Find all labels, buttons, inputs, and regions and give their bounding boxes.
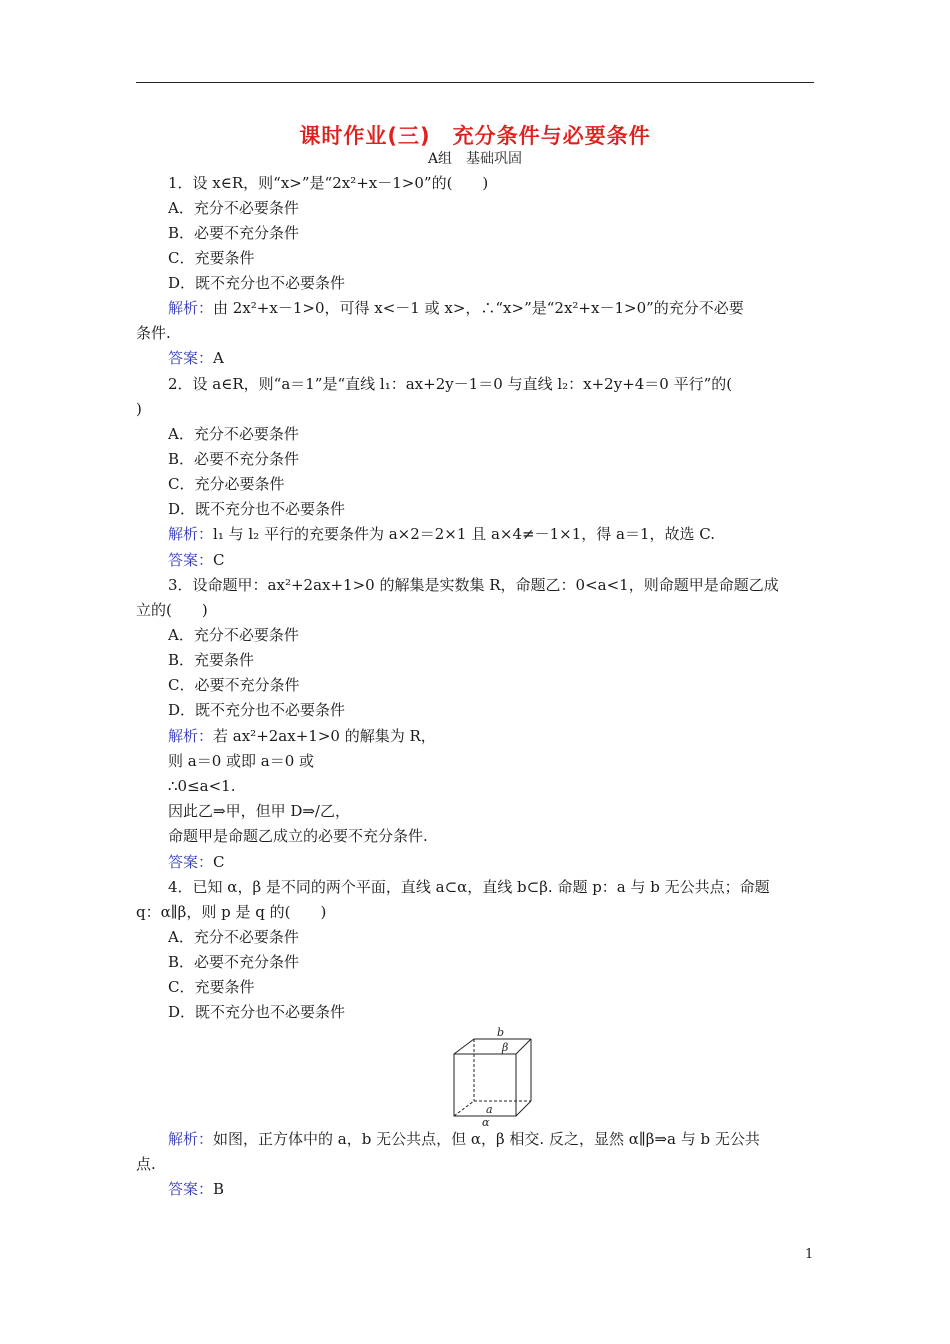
label-beta: β bbox=[502, 1041, 509, 1054]
label-a: a bbox=[486, 1103, 493, 1116]
q3-analysis bbox=[168, 726, 436, 746]
q4-stem-cont: q：α∥β，则 p 是 q 的( ) bbox=[136, 903, 327, 921]
cube-bottom-right-edge bbox=[516, 1101, 531, 1116]
q3-analysis-line3: ∴0≤a<1. bbox=[168, 777, 236, 795]
answer-label: 答案： bbox=[168, 551, 214, 569]
cube-front-face bbox=[454, 1054, 516, 1116]
q2-option-d: D．既不充分也不必要条件 bbox=[168, 500, 346, 518]
q4-analysis-cont: 点. bbox=[136, 1155, 156, 1173]
analysis-label: 解析： bbox=[168, 525, 214, 543]
analysis-label: 解析： bbox=[168, 299, 214, 317]
cube-top-right-edge bbox=[516, 1039, 531, 1054]
page-number: 1 bbox=[805, 1247, 814, 1262]
q4-option-c: C．充要条件 bbox=[168, 978, 255, 996]
q1-option-b: B．必要不充分条件 bbox=[168, 224, 300, 242]
q2-analysis bbox=[168, 524, 715, 544]
analysis-label: 解析： bbox=[168, 1130, 214, 1148]
label-b: b bbox=[497, 1026, 505, 1039]
q3-option-c: C．必要不充分条件 bbox=[168, 676, 300, 694]
q4-option-a: A．充分不必要条件 bbox=[168, 928, 299, 946]
q1-answer bbox=[168, 348, 224, 368]
q3-answer bbox=[168, 852, 225, 872]
q3-stem: 3．设命题甲：ax²+2ax+1>0 的解集是实数集 R，命题乙：0<a<1，则命题甲是命题乙成 bbox=[168, 576, 779, 594]
q3-analysis-line5: 命题甲是命题乙成立的必要不充分条件. bbox=[168, 827, 428, 845]
q3-stem-cont: 立的( ) bbox=[136, 601, 208, 619]
header-rule bbox=[136, 82, 814, 83]
q1-option-c: C．充要条件 bbox=[168, 249, 255, 267]
q3-analysis-line2: 则 a＝0 或即 a＝0 或 bbox=[168, 752, 315, 770]
q2-option-c: C．充分必要条件 bbox=[168, 475, 285, 493]
q4-option-b: B．必要不充分条件 bbox=[168, 953, 300, 971]
q3-analysis-text: 若 ax²+2ax+1>0 的解集为 R， bbox=[213, 727, 436, 745]
section-subtitle: A组 基础巩固 bbox=[427, 151, 523, 167]
q1-analysis-cont: 条件. bbox=[136, 324, 171, 342]
q2-stem-cont: ) bbox=[136, 400, 142, 418]
q3-option-d: D．既不充分也不必要条件 bbox=[168, 701, 346, 719]
q1-answer-value: A bbox=[213, 349, 224, 367]
q4-analysis bbox=[168, 1129, 760, 1149]
q3-analysis-line4: 因此乙⇒甲，但甲 D⇒/乙， bbox=[168, 802, 350, 820]
q4-analysis-text: 如图，正方体中的 a，b 无公共点，但 α，β 相交. 反之，显然 α∥β⇒a 与 b 无公共 bbox=[213, 1130, 760, 1148]
q3-answer-value: C bbox=[213, 853, 225, 871]
q2-analysis-text: l₁ 与 l₂ 平行的充要条件为 a×2＝2×1 且 a×4≠－1×1，得 a＝1，故选 C. bbox=[213, 525, 715, 543]
q2-answer bbox=[168, 550, 225, 570]
cube-top-left-edge bbox=[454, 1039, 474, 1054]
q2-answer-value: C bbox=[213, 551, 225, 569]
page-title: 课时作业(三) 充分条件与必要条件 bbox=[299, 124, 651, 148]
answer-label: 答案： bbox=[168, 349, 214, 367]
q1-option-a: A．充分不必要条件 bbox=[168, 199, 299, 217]
q2-option-b: B．必要不充分条件 bbox=[168, 450, 300, 468]
answer-label: 答案： bbox=[168, 853, 214, 871]
answer-label: 答案： bbox=[168, 1180, 214, 1198]
q3-option-b: B．充要条件 bbox=[168, 651, 255, 669]
q4-stem: 4．已知 α，β 是不同的两个平面，直线 a⊂α，直线 b⊂β. 命题 p：a 与 b 无公共点；命题 bbox=[168, 878, 770, 896]
cube-hidden-bottom-left-edge bbox=[454, 1101, 474, 1116]
analysis-label: 解析： bbox=[168, 727, 214, 745]
q2-stem: 2．设 a∈R，则“a＝1”是“直线 l₁：ax+2y－1＝0 与直线 l₂：x+2y+4＝0 平行”的( bbox=[168, 375, 733, 393]
q1-analysis bbox=[168, 298, 744, 318]
q4-option-d: D．既不充分也不必要条件 bbox=[168, 1003, 346, 1021]
q1-analysis-text: 由 2x²+x－1>0，可得 x<－1 或 x>，∴“x>”是“2x²+x－1>0”的充分不必要 bbox=[213, 299, 744, 317]
q1-option-d: D．既不充分也不必要条件 bbox=[168, 274, 346, 292]
cube-figure bbox=[440, 1026, 540, 1128]
q4-answer-value: B bbox=[213, 1180, 225, 1198]
label-alpha: α bbox=[482, 1116, 490, 1128]
q2-option-a: A．充分不必要条件 bbox=[168, 425, 299, 443]
q4-answer bbox=[168, 1179, 224, 1199]
q3-option-a: A．充分不必要条件 bbox=[168, 626, 299, 644]
q1-stem: 1．设 x∈R，则“x>”是“2x²+x－1>0”的( ) bbox=[168, 174, 489, 192]
